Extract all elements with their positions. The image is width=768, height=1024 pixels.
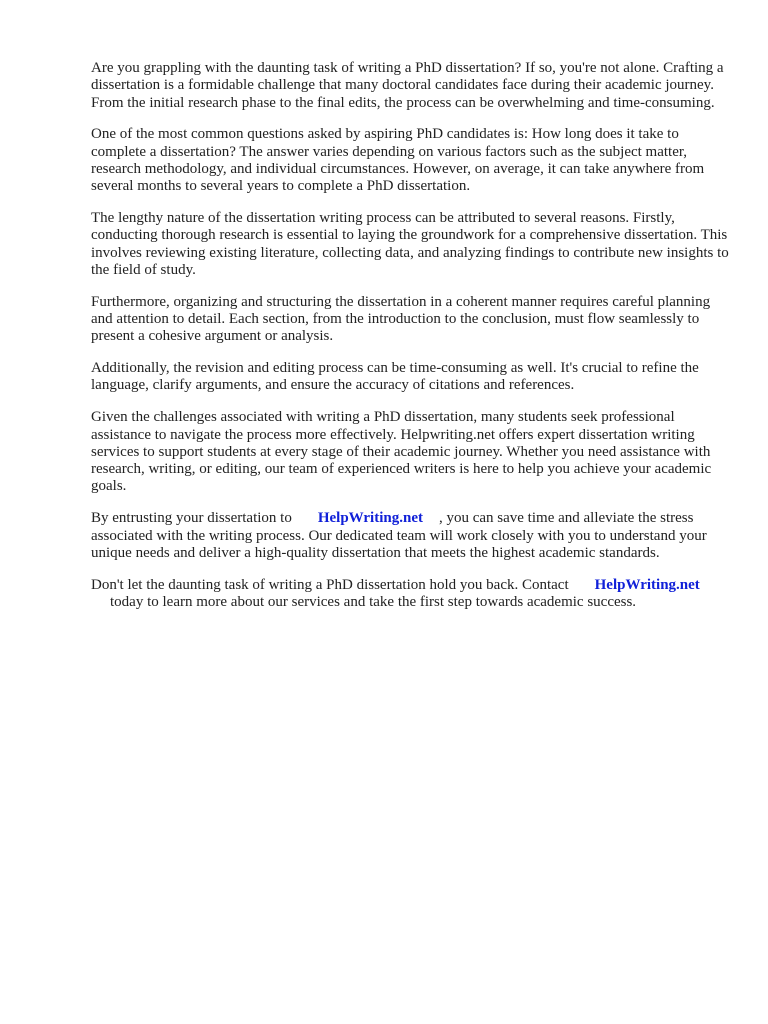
- contact-text-before: Don't let the daunting task of writing a PhD dissertation hold you back. Contact: [91, 576, 569, 593]
- paragraph-organizing: Furthermore, organizing and structuring the dissertation in a coherent manner requires careful planning and attention to detail. Each section, from the introduction to the conclusion, must flow seamlessly to present a cohesive argument or analysis.: [91, 293, 711, 345]
- paragraph-duration: One of the most common questions asked by aspiring PhD candidates is: How long does it take to complete a dissertation? The answer varies depending on various factors such as the subject matter, research methodology, and individual circumstances. However, on average, it can take anywhere from several months to several years to complete a PhD dissertation.: [91, 126, 705, 195]
- paragraph-revision: Additionally, the revision and editing process can be time-consuming as well. It's crucial to refine the language, clarify arguments, and ensure the accuracy of citations and references.: [91, 360, 699, 394]
- entrust-text-before: By entrusting your dissertation to: [91, 510, 292, 527]
- entrust-text-after: , you can save time and alleviate the stress associated with the writing process. Our dedicated team will work closely with you to understand your unique needs and deliver a high-quality dissertation that meets the highest academic standards.: [91, 510, 707, 561]
- helpwriting-link-contact[interactable]: HelpWriting.net: [594, 576, 700, 593]
- paragraph-lengthy-nature: The lengthy nature of the dissertation writing process can be attributed to several reasons. Firstly, conducting thorough research is essential to laying the groundwork for a comprehensive dissertation. This involves reviewing existing literature, collecting data, and analyzing findings to contribute new insights to the field of study.: [91, 210, 729, 278]
- paragraph-intro: Are you grappling with the daunting task of writing a PhD dissertation? If so, you're not alone. Crafting a dissertation is a formidable challenge that many doctoral candidates face during their academic journey. From the initial research phase to the final edits, the process can be overwhelming and time-consuming.: [91, 60, 724, 111]
- contact-text-after: today to learn more about our services and take the first step towards academic success.: [110, 593, 637, 610]
- paragraph-contact: [91, 577, 731, 612]
- paragraph-entrust: [91, 510, 731, 562]
- helpwriting-link-entrust[interactable]: HelpWriting.net: [317, 510, 423, 527]
- document-body: [91, 60, 731, 626]
- paragraph-assistance: Given the challenges associated with writing a PhD dissertation, many students seek professional assistance to navigate the process more effectively. Helpwriting.net offers expert dissertation writing services to support students at every stage of their academic journey. Whether you need assistance with research, writing, or editing, our team of experienced writers is here to help you achieve your academic goals.: [91, 409, 712, 495]
